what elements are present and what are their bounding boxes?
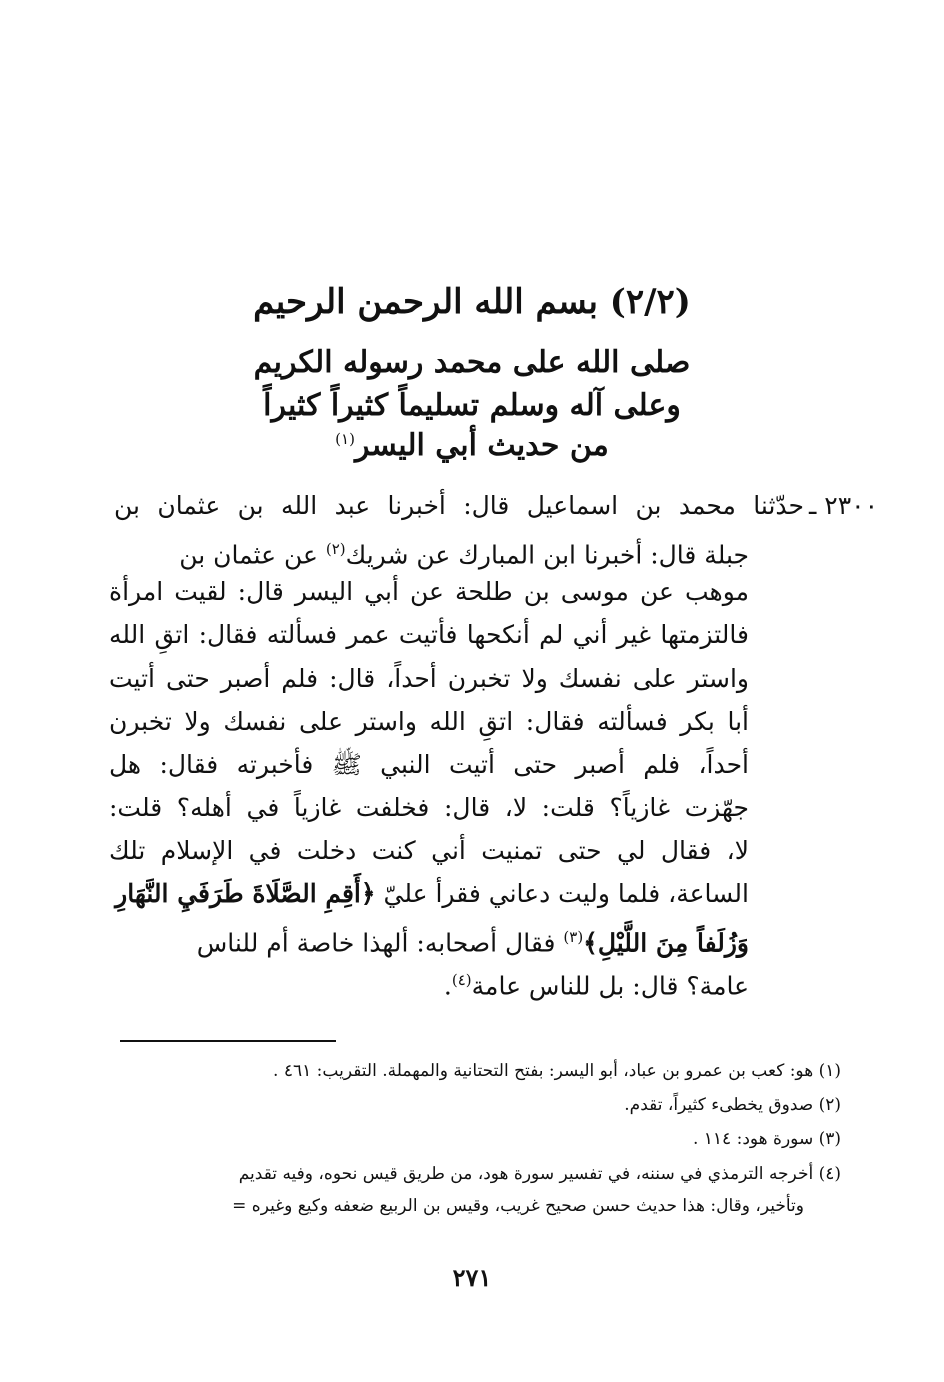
hadith-line-11-text: فقال أصحابه: ألهذا خاصة أم للناس	[196, 928, 556, 958]
hadith-line-10	[109, 872, 749, 916]
hadith-line-2a: جبلة قال: أخبرنا ابن المبارك عن شريك	[345, 540, 749, 570]
footnote-ref-2: (٢)	[325, 540, 346, 558]
hadith-line-4: فالتزمتها غير أني لم أنكحها فأتيت عمر فسألته فقال: اتقِ الله	[109, 620, 749, 649]
hadith-line-2b: عن عثمان بن	[179, 540, 318, 570]
hadith-line-12	[109, 958, 749, 1008]
hadith-line-10-text: الساعة، فلما وليت دعاني فقرأ عليّ	[383, 879, 749, 908]
hadith-line-12-text: عامة؟ قال: بل للناس عامة	[471, 971, 749, 1001]
hadith-line-3: موهب عن موسى بن طلحة عن أبي اليسر قال: لقيت امرأة	[109, 577, 749, 606]
quran-verse-part-2: وَزُلَفاً مِنَ اللَّيْلِ﴾	[583, 928, 749, 958]
hadith-line-1: حدّثنا محمد بن اسماعيل قال: أخبرنا عبد الله بن عثمان بن	[114, 491, 804, 520]
hadith-title	[0, 428, 944, 463]
footnote-4: (٤) أخرجه الترمذي في سننه، في تفسير سورة هود، من طريق قيس نحوه، وفيه تقديم	[238, 1164, 841, 1184]
hadith-title-text: من حديث أبي اليسر	[354, 428, 609, 463]
footnote-ref-4: (٤)	[451, 971, 472, 989]
hadith-end-dot: .	[443, 971, 452, 1001]
hadith-line-5: واستر على نفسك ولا تخبرن أحداً، قال: فلم أصبر حتى أتيت	[109, 664, 749, 693]
footnote-separator	[120, 1040, 336, 1042]
footnote-ref-1: (١)	[335, 430, 355, 448]
hadith-line-8: جهّزت غازياً؟ قلت: لا، قال: فخلفت غازياً في أهله؟ قلت:	[109, 793, 749, 822]
salat-heading-line-2: وعلى آله وسلم تسليماً كثيراً كثيراً	[263, 388, 681, 423]
quran-verse-part-1: ﴿أَقِمِ الصَّلَاةَ طَرَفَيِ النَّهَارِ	[115, 879, 376, 908]
hadith-line-7: أحداً، فلم أصبر حتى أتيت النبي ﷺ فأخبرته فقال: هل	[109, 750, 749, 779]
footnote-2: (٢) صدوق يخطىء كثيراً، تقدم.	[624, 1095, 841, 1115]
hadith-number: ٢٣٠٠ ـ	[809, 491, 878, 520]
bismillah-heading: (٢/٢) بسم الله الرحمن الرحيم	[253, 282, 691, 322]
footnote-4-continuation: وتأخير، وقال: هذا حديث حسن صحيح غريب، وقيس بن الربيع ضعفه وكيع وغيره =	[232, 1196, 804, 1216]
footnote-3: (٣) سورة هود: ١١٤ .	[692, 1129, 841, 1149]
hadith-line-9: لا، فقال لي حتى تمنيت أني كنت دخلت في الإسلام تلك	[109, 836, 749, 865]
hadith-line-6: أبا بكر فسألته فقال: اتقِ الله واستر على نفسك ولا تخبرن	[109, 707, 749, 736]
page-number: ٢٧١	[452, 1263, 492, 1292]
footnote-1: (١) هو: كعب بن عمرو بن عباد، أبو اليسر: بفتح التحتانية والمهملة. التقريب: ٤٦١ .	[273, 1061, 841, 1081]
footnote-ref-3: (٣)	[563, 928, 584, 946]
salat-heading-line-1: صلى الله على محمد رسوله الكريم	[253, 345, 691, 380]
